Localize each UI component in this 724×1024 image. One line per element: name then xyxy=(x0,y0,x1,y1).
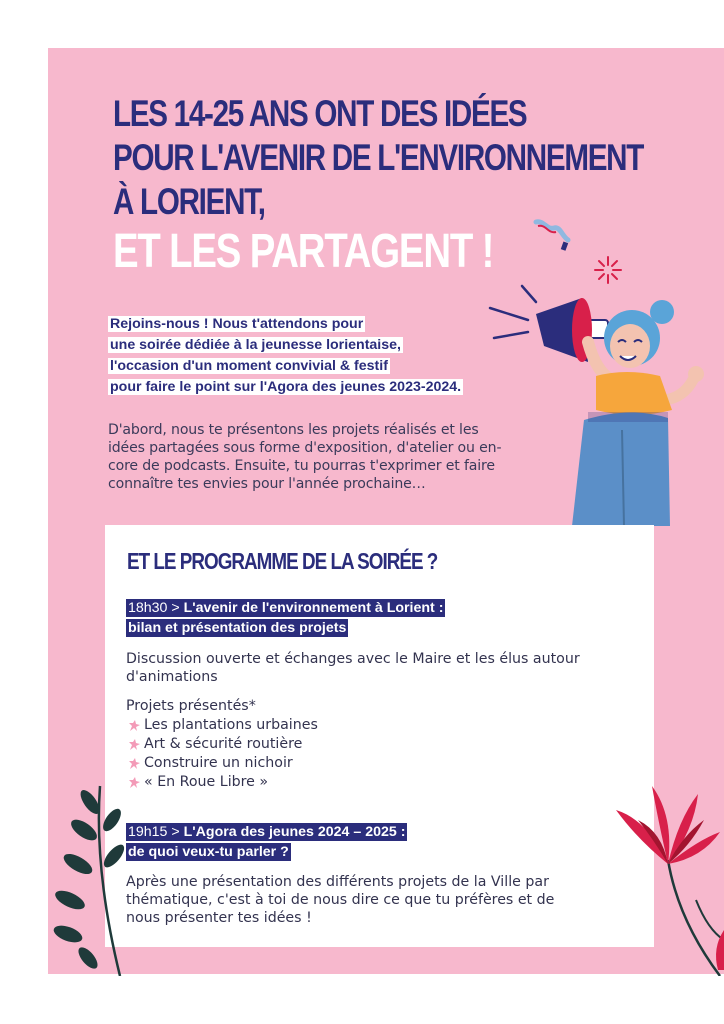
confetti-icon xyxy=(532,218,572,252)
project-item-3: Construire un nichoir xyxy=(144,755,293,771)
headline-line-1: LES 14-25 ANS ONT DES IDÉES xyxy=(113,93,527,134)
slot-2-title-line-2: de quoi veux-tu parler ? xyxy=(128,844,289,860)
project-item-1: Les plantations urbaines xyxy=(144,717,318,733)
headline xyxy=(113,92,644,280)
leaves-illustration xyxy=(48,780,128,976)
slot-2-text-line-2: thématique, c'est à toi de nous dire ce que tu préfères et de xyxy=(126,892,555,908)
slot-1-heading xyxy=(126,598,546,638)
headline-line-3: À LORIENT, xyxy=(113,181,265,222)
list-item xyxy=(126,754,526,773)
slot-2-text-line-3: nous présenter tes idées ! xyxy=(126,910,312,926)
flower-bullet-icon xyxy=(126,756,142,772)
headline-line-2: POUR L'AVENIR DE L'ENVIRONNEMENT xyxy=(113,137,644,178)
intro-line-4: pour faire le point sur l'Agora des jeunes 2023-2024. xyxy=(110,379,462,395)
intro-line-1: Rejoins-nous ! Nous t'attendons pour xyxy=(110,316,364,332)
slot-2-title-line-1: L'Agora des jeunes 2024 – 2025 : xyxy=(183,824,406,840)
project-item-2: Art & sécurité routière xyxy=(144,736,303,752)
slot-1-description xyxy=(126,650,646,686)
intro-line-2: une soirée dédiée à la jeunesse lorientaise, xyxy=(110,337,401,353)
slot-1-time: 18h30 > xyxy=(128,600,184,616)
description-line-1: D'abord, nous te présentons les projets réalisés et les xyxy=(108,422,479,438)
projects-label xyxy=(126,697,526,716)
girl-megaphone-illustration xyxy=(484,280,720,526)
slot-1-title-line-2: bilan et présentation des projets xyxy=(128,620,347,636)
program-title: ET LE PROGRAMME DE LA SOIRÉE ? xyxy=(127,548,438,574)
intro-line-3: l'occasion d'un moment convivial & festif xyxy=(110,358,388,374)
flower-illustration xyxy=(608,780,724,976)
slot-1-title-line-1: L'avenir de l'environnement à Lorient : xyxy=(183,600,444,616)
flower-bullet-icon xyxy=(126,737,142,753)
project-item-4: « En Roue Libre » xyxy=(144,774,269,790)
headline-line-4: ET LES PARTAGENT ! xyxy=(113,225,494,278)
flower-bullet-icon xyxy=(126,718,142,734)
flower-bullet-icon xyxy=(126,775,142,791)
slot-1-text-line-1: Discussion ouverte et échanges avec le Maire et les élus autour xyxy=(126,651,580,667)
slot-2-description xyxy=(126,873,646,927)
slot-2-text-line-1: Après une présentation des différents projets de la Ville par xyxy=(126,874,549,890)
list-item xyxy=(126,716,526,735)
description-line-3: core de podcasts. Ensuite, tu pourras t'exprimer et faire xyxy=(108,458,495,474)
description-line-4: connaître tes envies pour l'année prochaine… xyxy=(108,476,426,492)
list-item xyxy=(126,735,526,754)
description-line-2: idées partagées sous forme d'exposition, d'atelier ou en- xyxy=(108,440,502,456)
projects-label-text: Projets présentés* xyxy=(126,698,256,714)
project-list xyxy=(126,697,526,792)
slot-1-text-line-2: d'animations xyxy=(126,669,218,685)
list-item xyxy=(126,773,526,792)
slot-2-time: 19h15 > xyxy=(128,824,184,840)
slot-2-heading xyxy=(126,822,546,862)
